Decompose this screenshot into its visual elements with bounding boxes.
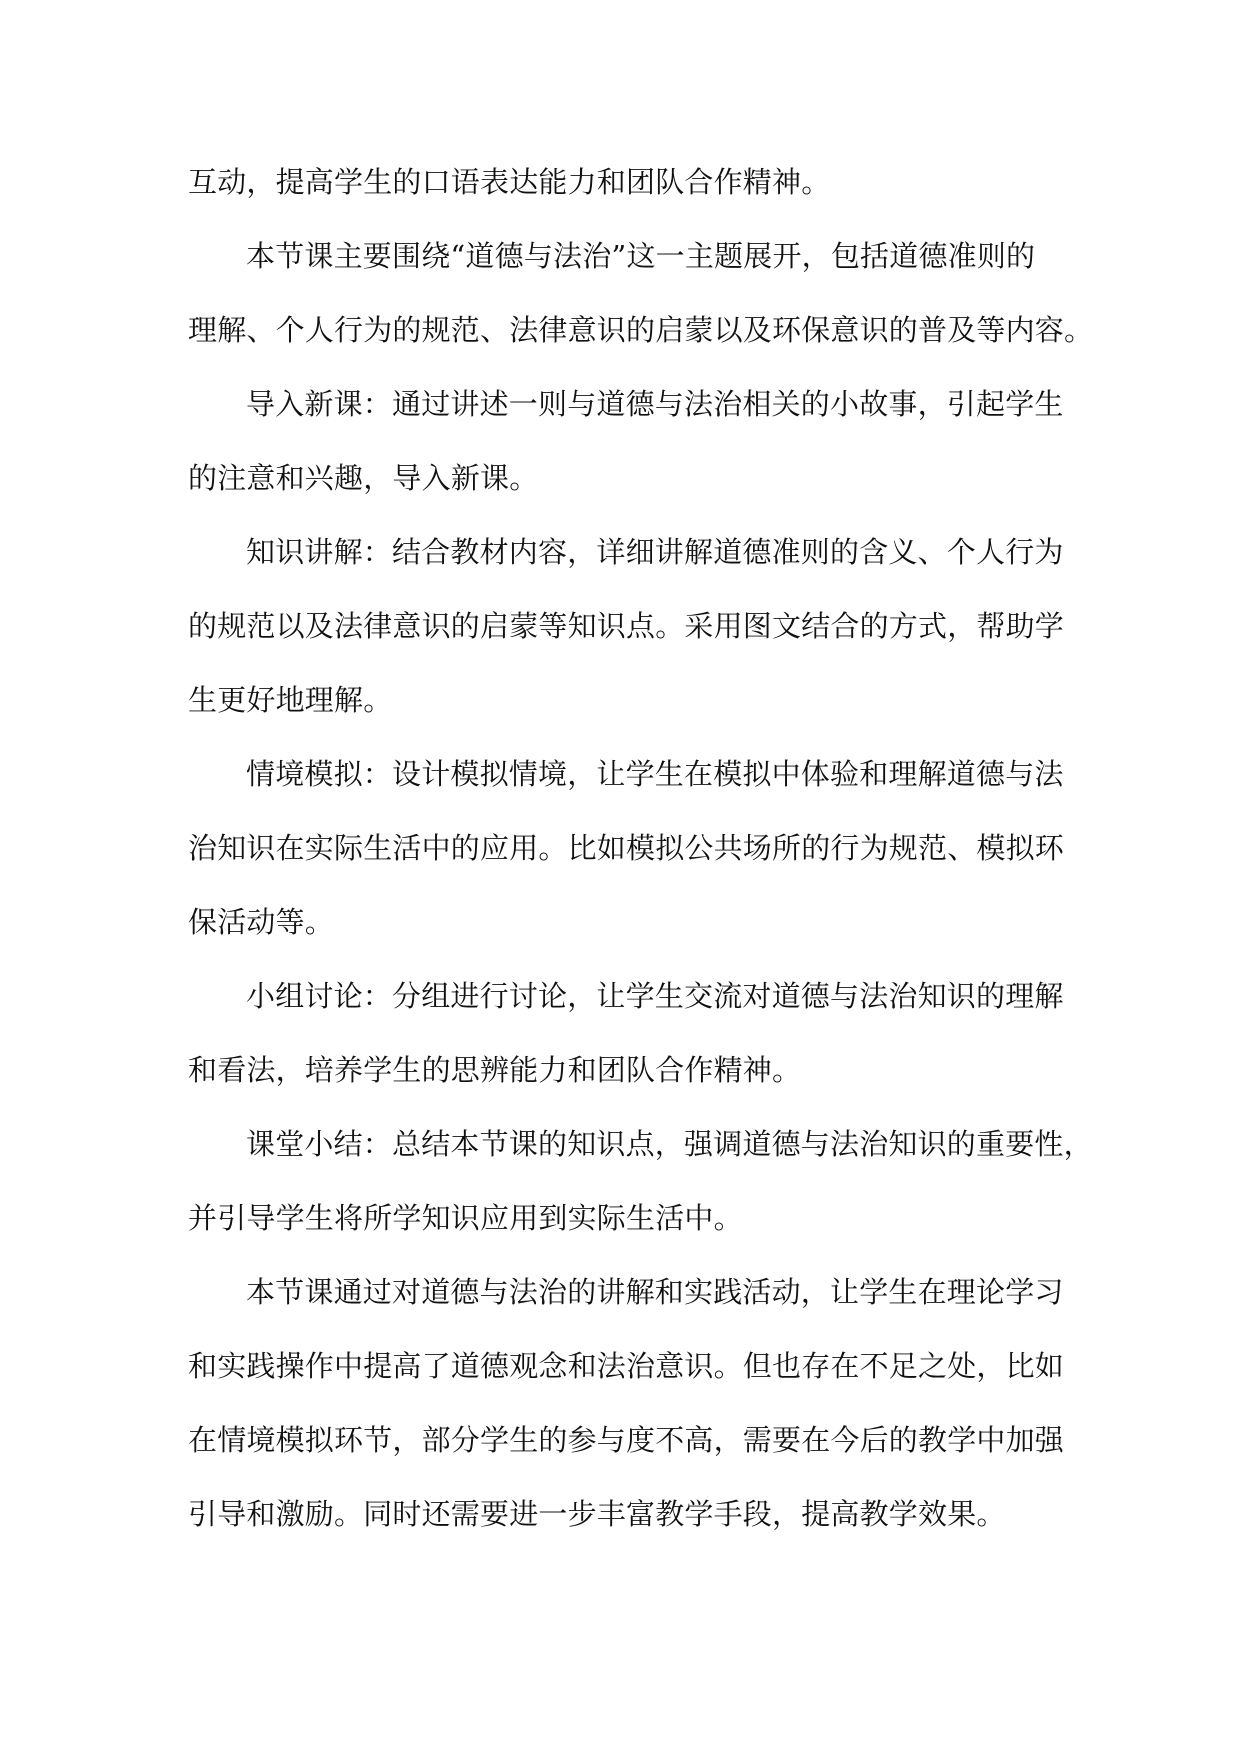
paragraph-line: 在情境模拟环节，部分学生的参与度不高，需要在今后的教学中加强 <box>188 1423 1065 1457</box>
paragraph-line: 本节课主要围绕“道德与法治”这一主题展开，包括道德准则的 <box>246 239 1036 273</box>
paragraph-line: 课堂小结：总结本节课的知识点，强调道德与法治知识的重要性， <box>246 1127 1093 1161</box>
paragraph-line: 引导和激励。同时还需要进一步丰富教学手段，提高教学效果。 <box>188 1497 1006 1531</box>
paragraph-line: 和看法，培养学生的思辨能力和团队合作精神。 <box>188 1053 802 1087</box>
document-body <box>188 145 1094 1551</box>
paragraph-line: 本节课通过对道德与法治的讲解和实践活动，让学生在理论学习 <box>246 1275 1064 1309</box>
paragraph-line: 知识讲解：结合教材内容，详细讲解道德准则的含义、个人行为 <box>246 535 1064 569</box>
paragraph-line: 小组讨论：分组进行讨论，让学生交流对道德与法治知识的理解 <box>246 979 1064 1013</box>
paragraph-line: 和实践操作中提高了道德观念和法治意识。但也存在不足之处，比如 <box>188 1349 1065 1383</box>
paragraph-line: 治知识在实际生活中的应用。比如模拟公共场所的行为规范、模拟环 <box>188 831 1065 865</box>
paragraph-line: 互动，提高学生的口语表达能力和团队合作精神。 <box>188 165 831 199</box>
paragraph-line: 的规范以及法律意识的启蒙等知识点。采用图文结合的方式，帮助学 <box>188 609 1065 643</box>
paragraph-line: 生更好地理解。 <box>188 683 393 717</box>
paragraph-line: 保活动等。 <box>188 905 335 939</box>
paragraph-line: 理解、个人行为的规范、法律意识的启蒙以及环保意识的普及等内容。 <box>188 313 1094 347</box>
paragraph-line: 情境模拟：设计模拟情境，让学生在模拟中体验和理解道德与法 <box>246 757 1064 791</box>
paragraph-line: 导入新课：通过讲述一则与道德与法治相关的小故事，引起学生 <box>246 387 1064 421</box>
paragraph-line: 并引导学生将所学知识应用到实际生活中。 <box>188 1201 743 1235</box>
paragraph-line: 的注意和兴趣，导入新课。 <box>188 461 539 495</box>
